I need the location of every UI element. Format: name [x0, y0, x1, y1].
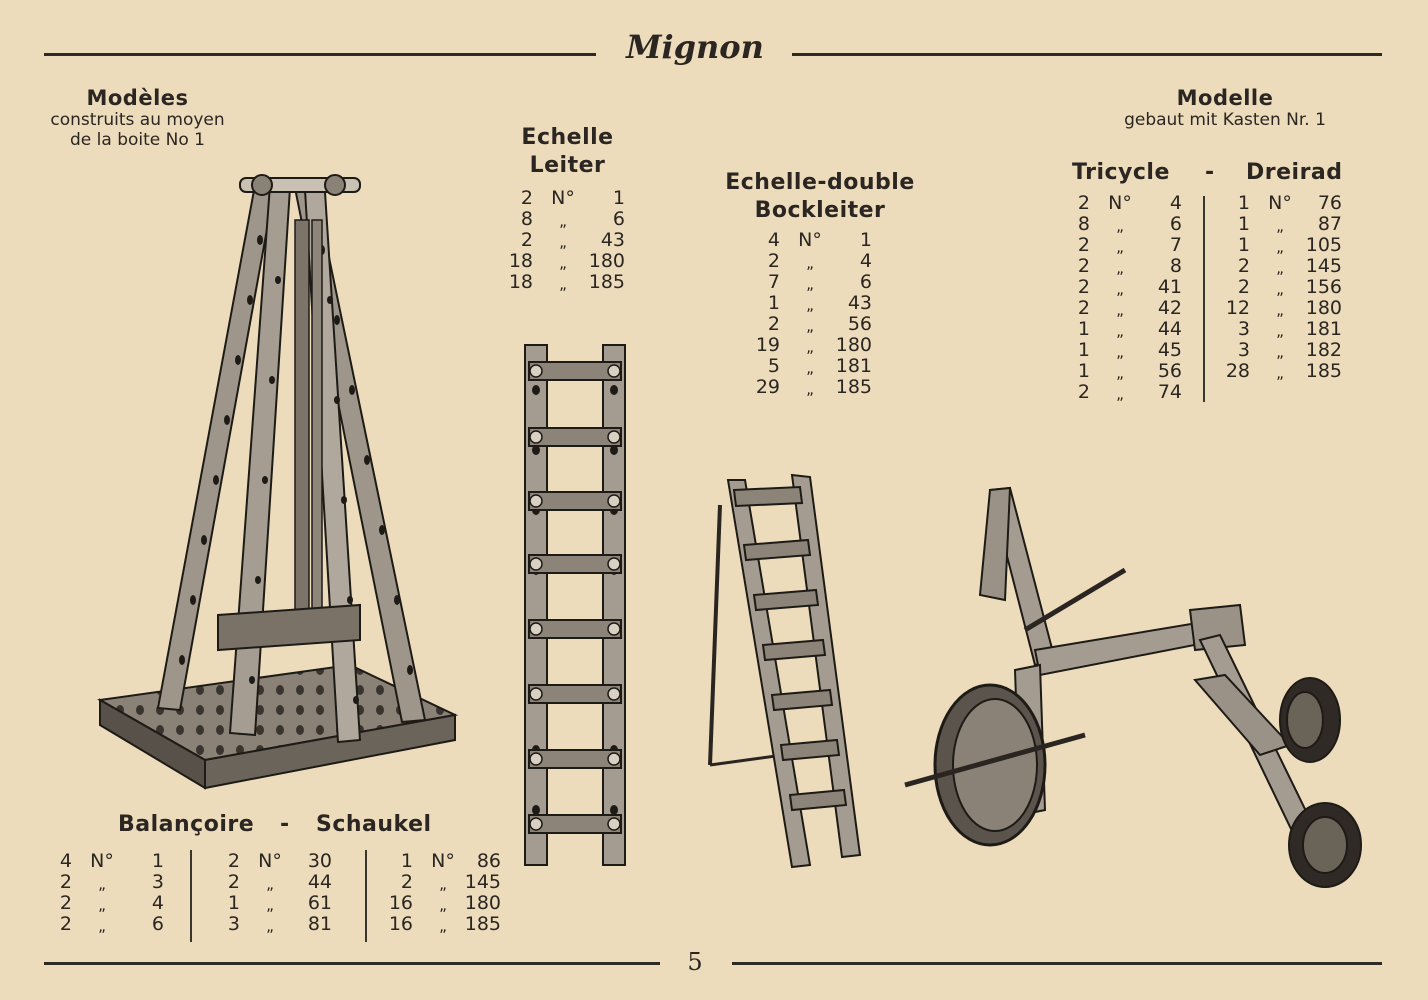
part-number: 43 [600, 229, 625, 251]
part-row [385, 893, 510, 914]
part-qty: 3 [1237, 318, 1250, 340]
part-qty: 2 [520, 229, 533, 251]
swing-divider-1 [190, 850, 192, 942]
part-row [1222, 235, 1352, 256]
part-mark: „ [1116, 322, 1124, 340]
part-mark: „ [98, 896, 106, 914]
part-number: 105 [1305, 234, 1342, 256]
part-number: 4 [1169, 192, 1182, 214]
part-qty: 1 [400, 850, 413, 872]
part-row [752, 377, 882, 398]
part-number: 182 [1305, 339, 1342, 361]
part-mark: „ [98, 917, 106, 935]
part-row [44, 893, 174, 914]
part-mark: „ [806, 275, 814, 293]
part-mark: „ [1116, 217, 1124, 235]
part-qty: 2 [59, 913, 72, 935]
part-mark: „ [806, 338, 814, 356]
part-mark: N° [551, 187, 575, 209]
part-row [385, 851, 510, 872]
part-number: 86 [476, 850, 501, 872]
part-qty: 2 [520, 187, 533, 209]
part-row [1222, 277, 1352, 298]
part-row [1062, 340, 1192, 361]
swing-illustration [90, 160, 470, 800]
part-qty: 2 [227, 871, 240, 893]
intro-fr-line2: de la boite No 1 [70, 130, 205, 150]
part-number: 44 [1157, 318, 1182, 340]
part-row [1062, 382, 1192, 403]
part-row [44, 914, 174, 935]
part-qty: 16 [388, 892, 413, 914]
part-number: 3 [151, 871, 164, 893]
page-number: 5 [687, 948, 703, 976]
intro-fr [30, 86, 245, 150]
double-heading [715, 169, 925, 225]
part-number: 4 [151, 892, 164, 914]
part-mark: N° [1268, 192, 1292, 214]
part-row [752, 293, 882, 314]
part-mark: „ [1276, 301, 1284, 319]
part-number: 145 [1305, 255, 1342, 277]
part-row [212, 893, 342, 914]
part-mark: „ [806, 359, 814, 377]
part-mark: „ [1276, 280, 1284, 298]
part-number: 185 [1305, 360, 1342, 382]
intro-de [1090, 86, 1360, 130]
part-mark: „ [439, 917, 447, 935]
part-mark: „ [806, 254, 814, 272]
header-rule-left [44, 53, 596, 56]
double-parts-list [752, 230, 882, 398]
echelle-title-de: Leiter [529, 153, 606, 178]
part-number: 6 [1169, 213, 1182, 235]
part-number: 43 [847, 292, 872, 314]
part-qty: 18 [508, 250, 533, 272]
part-number: 8 [1169, 255, 1182, 277]
tricycle-parts-col1 [1062, 193, 1192, 403]
part-qty: 28 [1225, 360, 1250, 382]
swing-parts-col2 [212, 851, 342, 935]
part-row [1062, 298, 1192, 319]
part-mark: „ [266, 896, 274, 914]
part-row [505, 209, 635, 230]
intro-fr-title: Modèles [86, 86, 189, 110]
intro-de-line1: gebaut mit Kasten Nr. 1 [1124, 110, 1326, 130]
part-mark: „ [559, 275, 567, 293]
swing-divider-2 [365, 850, 367, 942]
part-number: 4 [859, 250, 872, 272]
part-mark: „ [439, 896, 447, 914]
part-number: 56 [847, 313, 872, 335]
part-qty: 18 [508, 271, 533, 293]
part-qty: 2 [59, 892, 72, 914]
part-row [44, 872, 174, 893]
part-number: 1 [612, 187, 625, 209]
part-mark: „ [1276, 364, 1284, 382]
part-qty: 1 [1077, 360, 1090, 382]
part-qty: 2 [1237, 276, 1250, 298]
part-qty: 2 [1077, 234, 1090, 256]
part-number: 145 [464, 871, 501, 893]
swing-dash: - [280, 812, 290, 837]
part-qty: 2 [400, 871, 413, 893]
part-number: 180 [588, 250, 625, 272]
part-mark: N° [798, 229, 822, 251]
tricycle-dash: - [1205, 160, 1215, 185]
part-number: 181 [1305, 318, 1342, 340]
part-row [212, 872, 342, 893]
part-qty: 7 [767, 271, 780, 293]
part-qty: 4 [767, 229, 780, 251]
footer-rule-right [732, 962, 1382, 965]
tricycle-title-fr: Tricycle [1072, 160, 1170, 185]
part-mark: „ [806, 317, 814, 335]
part-row [385, 914, 510, 935]
part-row [752, 230, 882, 251]
part-number: 42 [1157, 297, 1182, 319]
part-mark: „ [1116, 259, 1124, 277]
part-number: 61 [307, 892, 332, 914]
part-number: 185 [588, 271, 625, 293]
part-qty: 1 [1077, 318, 1090, 340]
part-mark: N° [1108, 192, 1132, 214]
part-mark: „ [806, 296, 814, 314]
part-mark: „ [559, 212, 567, 230]
part-number: 76 [1317, 192, 1342, 214]
double-title-fr: Echelle-double [725, 170, 915, 195]
part-qty: 12 [1225, 297, 1250, 319]
part-qty: 2 [59, 871, 72, 893]
part-number: 44 [307, 871, 332, 893]
intro-fr-line1: construits au moyen [50, 110, 225, 130]
part-number: 74 [1157, 381, 1182, 403]
echelle-heading [500, 124, 635, 180]
tricycle-title-de: Dreirad [1246, 160, 1343, 185]
part-mark: „ [266, 875, 274, 893]
swing-title-de: Schaukel [316, 812, 432, 837]
part-row [1222, 340, 1352, 361]
intro-de-title: Modelle [1176, 86, 1274, 110]
part-row [752, 356, 882, 377]
ladder-illustration [515, 330, 640, 930]
part-number: 6 [859, 271, 872, 293]
part-qty: 8 [520, 208, 533, 230]
part-row [1222, 256, 1352, 277]
part-mark: „ [1116, 301, 1124, 319]
part-qty: 8 [1077, 213, 1090, 235]
part-row [44, 851, 174, 872]
part-qty: 2 [1077, 192, 1090, 214]
part-mark: „ [559, 233, 567, 251]
part-number: 81 [307, 913, 332, 935]
part-mark: „ [1276, 259, 1284, 277]
header-rule-right [792, 53, 1382, 56]
part-row [1062, 235, 1192, 256]
part-row [1062, 361, 1192, 382]
part-number: 7 [1169, 234, 1182, 256]
part-row [1062, 319, 1192, 340]
part-mark: N° [258, 850, 282, 872]
part-qty: 2 [767, 313, 780, 335]
part-row [752, 272, 882, 293]
part-number: 1 [859, 229, 872, 251]
part-qty: 2 [1077, 255, 1090, 277]
part-number: 45 [1157, 339, 1182, 361]
part-qty: 4 [59, 850, 72, 872]
part-mark: „ [1276, 217, 1284, 235]
part-qty: 1 [227, 892, 240, 914]
part-number: 6 [151, 913, 164, 935]
part-mark: „ [1116, 385, 1124, 403]
part-qty: 2 [1077, 297, 1090, 319]
double-ladder-illustration [700, 465, 870, 885]
echelle-title-fr: Echelle [521, 125, 614, 150]
part-row [1062, 214, 1192, 235]
tricycle-divider [1203, 196, 1205, 402]
part-row [505, 272, 635, 293]
part-mark: „ [1116, 343, 1124, 361]
tricycle-parts-col2 [1222, 193, 1352, 382]
swing-parts-col1 [44, 851, 174, 935]
part-qty: 2 [227, 850, 240, 872]
part-qty: 2 [1077, 276, 1090, 298]
part-mark: N° [431, 850, 455, 872]
part-number: 56 [1157, 360, 1182, 382]
part-row [505, 230, 635, 251]
part-mark: „ [1276, 343, 1284, 361]
part-number: 180 [835, 334, 872, 356]
swing-parts-col3 [385, 851, 510, 935]
part-qty: 2 [767, 250, 780, 272]
part-mark: „ [1116, 238, 1124, 256]
part-qty: 19 [755, 334, 780, 356]
part-qty: 1 [767, 292, 780, 314]
part-number: 181 [835, 355, 872, 377]
part-mark: „ [1276, 238, 1284, 256]
part-qty: 2 [1077, 381, 1090, 403]
part-row [1062, 193, 1192, 214]
part-row [505, 188, 635, 209]
part-row [1222, 214, 1352, 235]
part-row [212, 851, 342, 872]
part-qty: 29 [755, 376, 780, 398]
tricycle-illustration [895, 480, 1375, 900]
part-row [505, 251, 635, 272]
part-row [752, 314, 882, 335]
part-mark: „ [98, 875, 106, 893]
part-row [385, 872, 510, 893]
part-mark: „ [1276, 322, 1284, 340]
part-mark: N° [90, 850, 114, 872]
part-mark: „ [806, 380, 814, 398]
swing-title-fr: Balançoire [118, 812, 255, 837]
part-number: 30 [307, 850, 332, 872]
part-mark: „ [1116, 364, 1124, 382]
brand-title: Mignon [626, 28, 764, 66]
part-row [752, 335, 882, 356]
part-number: 185 [464, 913, 501, 935]
part-row [1222, 298, 1352, 319]
part-mark: „ [266, 917, 274, 935]
part-number: 180 [1305, 297, 1342, 319]
echelle-parts-list [505, 188, 635, 293]
part-row [1062, 256, 1192, 277]
part-row [1062, 277, 1192, 298]
part-number: 180 [464, 892, 501, 914]
part-row [1222, 193, 1352, 214]
part-number: 6 [612, 208, 625, 230]
double-title-de: Bockleiter [754, 198, 886, 223]
part-number: 1 [151, 850, 164, 872]
part-qty: 3 [227, 913, 240, 935]
part-qty: 1 [1077, 339, 1090, 361]
part-number: 156 [1305, 276, 1342, 298]
part-qty: 5 [767, 355, 780, 377]
part-number: 41 [1157, 276, 1182, 298]
part-mark: „ [559, 254, 567, 272]
part-row [1222, 361, 1352, 382]
part-row [1222, 319, 1352, 340]
footer-rule-left [44, 962, 660, 965]
part-qty: 1 [1237, 234, 1250, 256]
part-mark: „ [1116, 280, 1124, 298]
part-qty: 2 [1237, 255, 1250, 277]
part-number: 185 [835, 376, 872, 398]
part-number: 87 [1317, 213, 1342, 235]
part-qty: 1 [1237, 213, 1250, 235]
part-mark: „ [439, 875, 447, 893]
part-qty: 1 [1237, 192, 1250, 214]
part-row [212, 914, 342, 935]
part-qty: 3 [1237, 339, 1250, 361]
part-row [752, 251, 882, 272]
part-qty: 16 [388, 913, 413, 935]
